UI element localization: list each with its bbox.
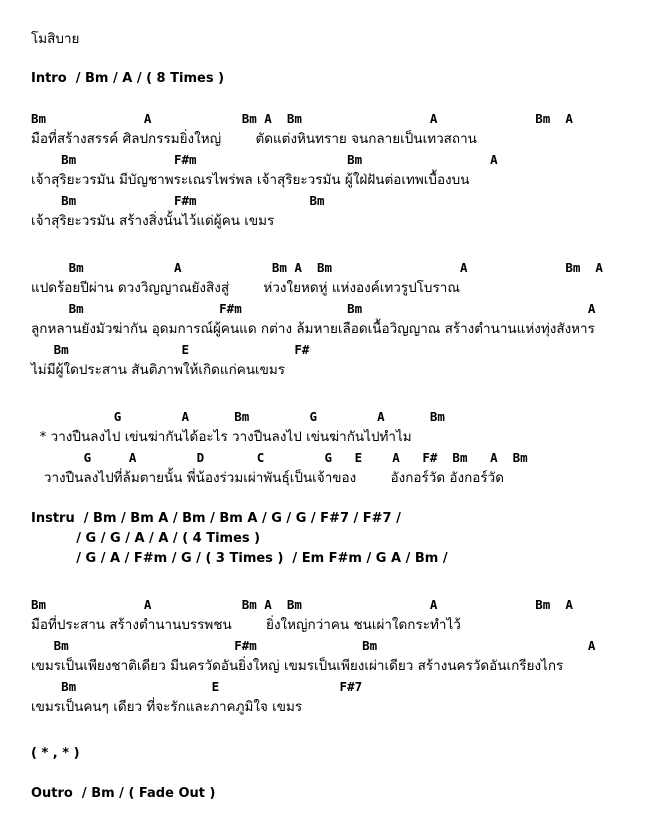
- verse-2: [31, 258, 670, 381]
- spacer: [31, 718, 670, 744]
- chord-row: Bm F#m Bm A: [31, 301, 596, 316]
- instru-line-2: / G / G / A / A / ( 4 Times ): [31, 531, 261, 546]
- lyric-row: แปดร้อยปีผ่าน ดวงวิญญาณยังสิงสู่ ห่วงใยหดหู่ แห่งองค์เทวรูปโบราณ: [31, 280, 460, 296]
- chord-row: G A D C G E A F# Bm A Bm: [31, 450, 528, 465]
- chorus: [31, 407, 670, 489]
- instru-section: [31, 509, 670, 569]
- lyric-row: ไม่มีผู้ใดประสาน สันติภาพให้เกิดแก่คนเขมร: [31, 362, 286, 378]
- lyric-row: * วางปืนลงไป เข่นฆ่ากันได้อะไร วางปืนลงไป เข่นฆ่ากันไปทำไม: [31, 429, 412, 445]
- verse-1: [31, 109, 670, 232]
- repeat-marker: ( * , * ): [31, 746, 80, 761]
- chord-row: Bm F#m Bm: [31, 193, 325, 208]
- lyric-row: เขมรเป็นเพียงชาติเดียว มีนครวัดอันยิ่งใหญ่ เขมรเป็นเพียงเผ่าเดียว สร้างนครวัดอันเกรียงไกร: [31, 658, 564, 674]
- lyric-row: ลูกหลานยังมัวฆ่ากัน อุดมการณ์ผู้คนแด กต่าง ล้มหายเลือดเนื้อวิญญาณ สร้างตำนานแห่งทุ่งสังหาร: [31, 321, 595, 337]
- chord-row: Bm E F#7: [31, 679, 363, 694]
- chord-row: Bm A Bm A Bm A Bm A: [31, 111, 573, 126]
- lyric-row: เจ้าสุริยะวรมัน สร้างสิ่งนั้นไว้แด่ผู้คน เขมร: [31, 213, 275, 229]
- lyric-row: มือที่ประสาน สร้างตำนานบรรพชน ยิ่งใหญ่กว่าคน ชนเผ่าใดกระทำไว้: [31, 617, 461, 633]
- chord-row: Bm A Bm A Bm A Bm A: [31, 597, 573, 612]
- spacer: [31, 232, 670, 258]
- lyric-row: เจ้าสุริยะวรมัน มีบัญชาพระเณรไพร่พล เจ้าสุริยะวรมัน ผู้ใฝ่ฝันต่อเทพเบื้องบน: [31, 172, 470, 188]
- chord-row: Bm F#m Bm A: [31, 638, 596, 653]
- spacer: [31, 489, 670, 509]
- intro-section: Intro / Bm / A / ( 8 Times ): [31, 71, 225, 86]
- chord-row: Bm A Bm A Bm A Bm A: [31, 260, 603, 275]
- spacer: [31, 764, 670, 784]
- spacer: [31, 569, 670, 595]
- spacer: [31, 89, 670, 109]
- chord-row: Bm E F#: [31, 342, 310, 357]
- chord-row: G A Bm G A Bm: [31, 409, 445, 424]
- song-title: โมสิบาย: [31, 31, 80, 47]
- chord-row: Bm F#m Bm A: [31, 152, 498, 167]
- verse-3: [31, 595, 670, 718]
- lyric-row: เขมรเป็นคนๆ เดียว ที่จะรักและภาคภูมิใจ เขมร: [31, 699, 303, 715]
- instru-line-3: / G / A / F#m / G / ( 3 Times ) / Em F#m / G A / Bm /: [31, 551, 448, 566]
- lyric-row: มือที่สร้างสรรค์ ศิลปกรรมยิ่งใหญ่ ตัดแต่งหินทราย จนกลายเป็นเทวสถาน: [31, 131, 477, 147]
- outro-section: Outro / Bm / ( Fade Out ): [31, 786, 216, 801]
- lyric-row: วางปืนลงไปที่ล้มตายนั้น พี่น้องร่วมเผ่าพันธุ์เป็นเจ้าของ อังกอร์วัด อังกอร์วัด: [31, 470, 504, 486]
- instru-line-1: Instru / Bm / Bm A / Bm / Bm A / G / G / F#7 / F#7 /: [31, 511, 401, 526]
- spacer: [31, 381, 670, 407]
